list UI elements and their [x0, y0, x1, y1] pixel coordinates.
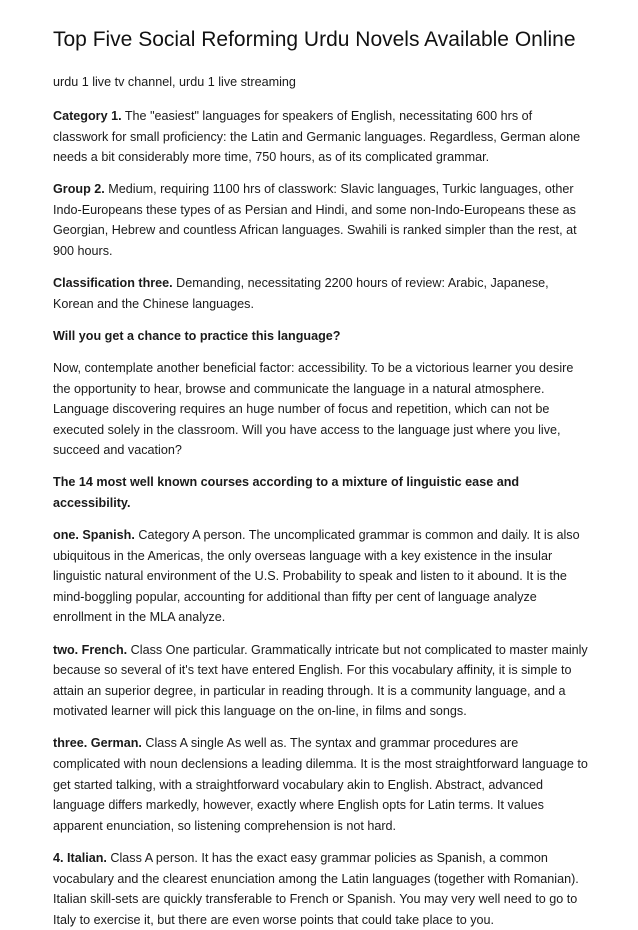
paragraph-lead: two. French. [53, 642, 128, 657]
section-heading-practice: Will you get a chance to practice this language? [53, 328, 341, 343]
document-subtitle: urdu 1 live tv channel, urdu 1 live streaming [53, 75, 296, 89]
paragraph-lead: Category 1. [53, 109, 122, 123]
paragraph-text: Class A person. It has the exact easy grammar policies as Spanish, a common vocabulary and the clearest enunciation among the Latin languages (together with Romanian). Italian skill-sets are quickly transferable to French or Spanish. You may very well need to go to Italy to exercise it, but there are even worse points that could take place to you. [53, 850, 579, 927]
paragraph-classification-3 [53, 273, 588, 314]
paragraph-lead: 4. Italian. [53, 850, 107, 865]
paragraph-italian [53, 848, 588, 930]
paragraph-text: Medium, requiring 1100 hrs of classwork: Slavic languages, Turkic languages, other Indo-Europeans these types of as Persian and Hindi, and some non-Indo-Europeans these as Georgian, Hebrew and countless African languages. Swahili is ranked simpler than the rest, at 900 hours. [53, 182, 577, 259]
paragraph-spanish [53, 525, 588, 628]
paragraph-text: Class A single As well as. The syntax and grammar procedures are complicated with noun declensions a leading dilemma. It is the most straightforward language to get started talking, with a straightforward vocabulary akin to English. Abstract, advanced language differs markedly, however, exactly where English opts for Latin terms. It values apparent enunciation, so listening comprehension is not hard. [53, 736, 588, 833]
paragraph-lead: one. Spanish. [53, 528, 135, 543]
paragraph-accessibility: Now, contemplate another beneficial factor: accessibility. To be a victorious learner you desire the opportunity to hear, browse and communicate the language in a natural atmosphere. Language discovering requires an huge number of focus and repetition, which can not be executed solely in the classroom. Will you have access to the language just where you live, succeed and vacation? [53, 360, 574, 458]
paragraph-text: Class One particular. Grammatically intricate but not complicated to master mainly because so several of it's text have entered English. For this vocabulary affinity, it is simple to attain an superior degree, in particular in reading through. It is a community language, and a motivated learner will pick this language on the on-line, in films and songs. [53, 642, 588, 719]
paragraph-german [53, 733, 588, 836]
paragraph-lead: Classification three. [53, 276, 173, 291]
section-heading-top-courses: The 14 most well known courses according to a mixture of linguistic ease and accessibility. [53, 475, 520, 510]
paragraph-lead: three. German. [53, 736, 142, 751]
paragraph-text: The "easiest" languages for speakers of English, necessitating 600 hrs of classwork for small proficiency: the Latin and Germanic languages. Regardless, German alone needs a bit considerably more time, 750 hours, as of its complicated grammar. [53, 109, 581, 165]
paragraph-category-1 [53, 106, 588, 168]
paragraph-text: Demanding, necessitating 2200 hours of review: Arabic, Japanese, Korean and the Chinese languages. [53, 276, 549, 311]
paragraph-text: Category A person. The uncomplicated grammar is common and daily. It is also ubiquitous in the Americas, the only overseas language with a key existence in the insular linguistic natural environment of the U.S. Probability to speak and listen to it abound. It is the mind-boggling popular, accounting for additional than fifty per cent of language analyze enrollment in the MLA analyze. [53, 528, 580, 625]
paragraph-lead: Group 2. [53, 182, 105, 197]
paragraph-french [53, 640, 588, 722]
paragraph-group-2 [53, 179, 588, 261]
document-title: Top Five Social Reforming Urdu Novels Available Online [53, 28, 576, 51]
